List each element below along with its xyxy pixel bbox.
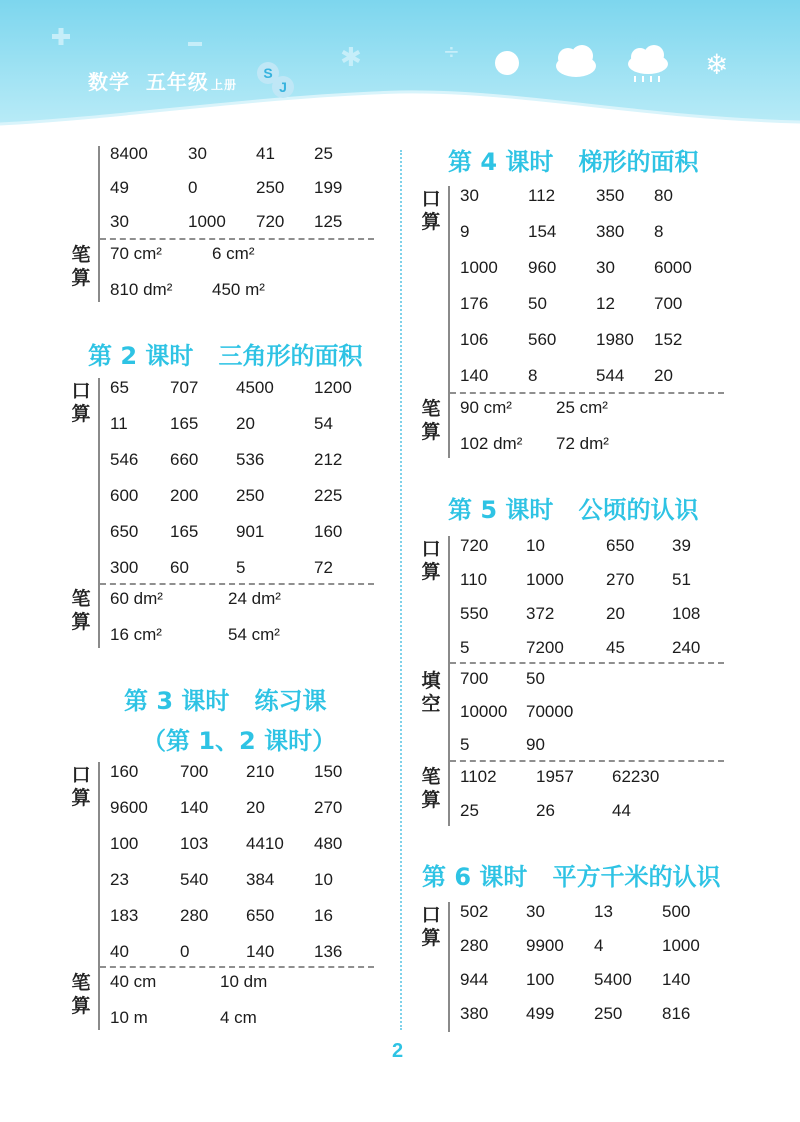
answer-value: 140: [180, 798, 209, 817]
answer-value: 10 m: [110, 1008, 148, 1027]
answer-value: 350: [596, 186, 625, 205]
answer-value: 20: [236, 414, 255, 433]
answer-value: 103: [180, 834, 209, 853]
header-banner: [0, 0, 800, 130]
answer-value: 5400: [594, 970, 632, 989]
answer-value: 154: [528, 222, 557, 241]
answer-value: 650: [246, 906, 275, 925]
answer-value: 70 cm²: [110, 244, 162, 263]
header-grade: 五年级: [145, 70, 209, 94]
answer-value: 550: [460, 604, 489, 623]
answer-value: 165: [170, 522, 199, 541]
answer-value: 50: [526, 669, 545, 688]
answer-value: 6 cm²: [212, 244, 255, 263]
answer-value: 41: [256, 144, 275, 163]
answer-value: 152: [654, 330, 683, 349]
answer-value: 80: [654, 186, 673, 205]
answer-value: 4: [594, 936, 604, 955]
block-bar: [448, 536, 450, 826]
answer-value: 140: [662, 970, 691, 989]
answer-value: 183: [110, 906, 139, 925]
answer-value: 25: [314, 144, 333, 163]
answer-value: 136: [314, 942, 343, 961]
answer-value: 380: [460, 1004, 489, 1023]
answer-value: 140: [246, 942, 275, 961]
answer-value: 11: [110, 414, 128, 433]
answer-value: 100: [526, 970, 555, 989]
answer-value: 544: [596, 366, 625, 385]
answer-value: 1000: [460, 258, 498, 277]
answer-value: 70000: [526, 702, 574, 721]
oral-label: 口算: [421, 904, 441, 949]
answer-value: 4500: [236, 378, 274, 397]
answer-value: 30: [188, 144, 207, 163]
answer-value: 8: [528, 366, 538, 385]
lesson4-title: 第 4 课时 梯形的面积: [448, 148, 699, 176]
answer-value: 720: [460, 536, 489, 555]
answer-value: 26: [536, 801, 555, 820]
answer-value: 707: [170, 378, 199, 397]
answer-value: 62230: [612, 767, 660, 786]
answer-value: 0: [180, 942, 190, 961]
answer-value: 1000: [188, 212, 226, 231]
answer-value: 901: [236, 522, 265, 541]
answer-value: 210: [246, 762, 275, 781]
answer-value: 51: [672, 570, 691, 589]
minus-icon: [188, 42, 202, 46]
answer-value: 700: [654, 294, 683, 313]
answer-value: 1000: [526, 570, 564, 589]
block-bar: [448, 902, 450, 1032]
answer-value: 8400: [110, 144, 148, 163]
answer-value: 1980: [596, 330, 634, 349]
divide-icon: ÷: [443, 39, 460, 63]
separator: [100, 966, 374, 968]
answer-value: 16: [314, 906, 333, 925]
answer-value: 250: [236, 486, 265, 505]
sun-icon: [495, 51, 519, 75]
answer-value: 10000: [460, 702, 508, 721]
answer-value: 502: [460, 902, 489, 921]
answer-value: 5: [236, 558, 246, 577]
answer-value: 65: [110, 378, 129, 397]
answer-value: 106: [460, 330, 489, 349]
written-label: 笔算: [421, 766, 441, 811]
answer-value: 212: [314, 450, 343, 469]
answer-value: 24 dm²: [228, 589, 281, 608]
answer-value: 9: [460, 222, 470, 241]
answer-value: 536: [236, 450, 265, 469]
answer-value: 540: [180, 870, 209, 889]
answer-value: 40: [110, 942, 129, 961]
answer-value: 450 m²: [212, 280, 265, 299]
answer-value: 960: [528, 258, 557, 277]
separator: [100, 583, 374, 585]
block-bar: [448, 186, 450, 458]
lesson5-title: 第 5 课时 公顷的认识: [448, 496, 699, 524]
answer-value: 45: [606, 638, 625, 657]
answer-value: 560: [528, 330, 557, 349]
answer-value: 150: [314, 762, 343, 781]
answer-value: 20: [246, 798, 265, 817]
answer-value: 60 dm²: [110, 589, 163, 608]
answer-value: 8: [654, 222, 664, 241]
block-bar: [98, 762, 100, 1030]
answer-value: 200: [170, 486, 199, 505]
answer-value: 110: [460, 570, 488, 589]
answer-value: 650: [606, 536, 635, 555]
answer-value: 16 cm²: [110, 625, 162, 644]
separator: [450, 760, 724, 762]
separator: [450, 392, 724, 394]
fill-label: 填空: [421, 670, 441, 715]
answer-value: 5: [460, 735, 470, 754]
answer-value: 816: [662, 1004, 691, 1023]
lesson3-title: 第 3 课时 练习课: [124, 687, 327, 715]
answer-value: 160: [314, 522, 343, 541]
answer-value: 176: [460, 294, 489, 313]
answer-value: 1200: [314, 378, 352, 397]
answer-value: 100: [110, 834, 139, 853]
answer-value: 13: [594, 902, 613, 921]
answer-value: 199: [314, 178, 343, 197]
answer-value: 280: [460, 936, 489, 955]
lesson2-title: 第 2 课时 三角形的面积: [88, 342, 363, 370]
answer-value: 500: [662, 902, 691, 921]
answer-value: 90: [526, 735, 545, 754]
block-bar: [98, 146, 100, 302]
logo-s: S: [257, 62, 279, 84]
answer-value: 50: [528, 294, 547, 313]
oral-label: 口算: [71, 380, 91, 425]
answer-value: 250: [256, 178, 285, 197]
answer-value: 10: [314, 870, 333, 889]
answer-value: 140: [460, 366, 489, 385]
answer-value: 12: [596, 294, 615, 313]
answer-value: 30: [110, 212, 129, 231]
answer-value: 9900: [526, 936, 564, 955]
answer-value: 225: [314, 486, 343, 505]
answer-value: 108: [672, 604, 701, 623]
answer-value: 944: [460, 970, 489, 989]
answer-value: 720: [256, 212, 285, 231]
answer-value: 1957: [536, 767, 574, 786]
answer-value: 25 cm²: [556, 398, 608, 417]
answer-value: 7200: [526, 638, 564, 657]
answer-value: 0: [188, 178, 198, 197]
answer-value: 600: [110, 486, 139, 505]
answer-value: 5: [460, 638, 470, 657]
answer-value: 270: [314, 798, 343, 817]
answer-value: 9600: [110, 798, 148, 817]
written-label: 笔算: [421, 398, 441, 443]
header-subject: 数学: [88, 70, 130, 94]
answer-value: 700: [460, 669, 489, 688]
answer-value: 30: [526, 902, 545, 921]
answer-value: 30: [460, 186, 479, 205]
written-label: 笔算: [71, 972, 91, 1017]
answer-value: 25: [460, 801, 479, 820]
answer-value: 39: [672, 536, 691, 555]
oral-label: 口算: [71, 764, 91, 809]
answer-value: 1102: [460, 767, 497, 786]
answer-value: 480: [314, 834, 343, 853]
header-title: [88, 66, 237, 95]
answer-value: 384: [246, 870, 275, 889]
answer-value: 1000: [662, 936, 700, 955]
separator: [100, 238, 374, 240]
answer-value: 23: [110, 870, 129, 889]
oral-label: 口算: [421, 538, 441, 583]
answer-value: 125: [314, 212, 343, 231]
answer-value: 270: [606, 570, 635, 589]
snowflake-icon: ❄: [705, 48, 729, 81]
answer-value: 380: [596, 222, 625, 241]
answer-value: 240: [672, 638, 701, 657]
answer-value: 10: [526, 536, 545, 555]
answer-value: 54: [314, 414, 333, 433]
answer-value: 4410: [246, 834, 284, 853]
oral-label: 口算: [421, 188, 441, 233]
answer-value: 20: [654, 366, 673, 385]
answer-value: 60: [170, 558, 189, 577]
written-label: 笔算: [71, 244, 91, 289]
separator: [450, 662, 724, 664]
answer-value: 30: [596, 258, 615, 277]
answer-value: 40 cm: [110, 972, 157, 991]
answer-value: 372: [526, 604, 555, 623]
header-volume: 上册: [210, 78, 237, 92]
answer-value: 700: [180, 762, 209, 781]
answer-value: 90 cm²: [460, 398, 512, 417]
written-label: 笔算: [71, 588, 91, 633]
answer-value: 49: [110, 178, 129, 197]
answer-value: 165: [170, 414, 199, 433]
answer-value: 499: [526, 1004, 555, 1023]
answer-value: 72: [314, 558, 333, 577]
answer-value: 20: [606, 604, 625, 623]
answer-value: 10 dm: [220, 972, 268, 991]
answer-value: 54 cm²: [228, 625, 280, 644]
answer-value: 44: [612, 801, 631, 820]
answer-value: 4 cm: [220, 1008, 257, 1027]
lesson3-subtitle: （第 1、2 课时）: [142, 727, 337, 755]
answer-value: 546: [110, 450, 139, 469]
answer-value: 112: [528, 186, 556, 205]
answer-value: 6000: [654, 258, 692, 277]
answer-value: 102 dm²: [460, 434, 523, 453]
multiply-icon: ✱: [340, 43, 362, 73]
block-bar: [98, 378, 100, 648]
answer-value: 160: [110, 762, 139, 781]
answer-value: 300: [110, 558, 139, 577]
answer-value: 250: [594, 1004, 623, 1023]
answer-value: 660: [170, 450, 199, 469]
page-number: 2: [392, 1040, 404, 1062]
answer-value: 650: [110, 522, 139, 541]
answer-value: 810 dm²: [110, 280, 173, 299]
answer-value: 280: [180, 906, 209, 925]
lesson6-title: 第 6 课时 平方千米的认识: [422, 863, 721, 891]
logo-j: J: [272, 76, 294, 98]
answer-value: 72 dm²: [556, 434, 609, 453]
column-divider: [400, 150, 402, 1030]
